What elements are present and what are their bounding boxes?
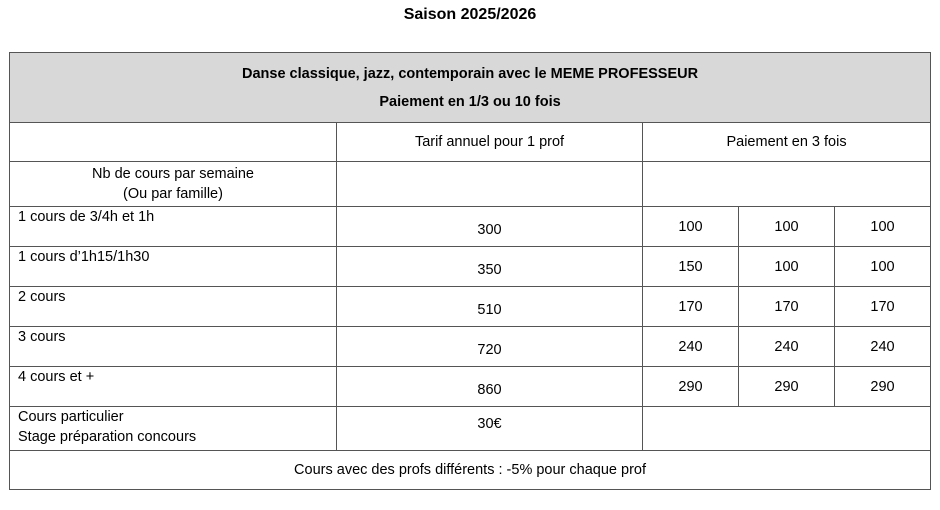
private-lesson-line-1: Cours particulier [18, 409, 124, 425]
annual-price: 720 [337, 327, 643, 367]
table-row [10, 287, 931, 327]
row-header-row [10, 162, 931, 207]
footer-row [10, 451, 931, 490]
payment-1: 100 [643, 207, 739, 247]
annual-price: 510 [337, 287, 643, 327]
payment-2: 170 [739, 287, 835, 327]
private-lesson-line-2: Stage préparation concours [18, 429, 197, 445]
page-title: Saison 2025/2026 [403, 6, 537, 23]
table-header-row [10, 53, 931, 123]
payment-3: 100 [835, 247, 931, 287]
courses-per-week-line-2: (Ou par famille) [123, 186, 223, 202]
annual-price-header: Tarif annuel pour 1 prof [337, 123, 643, 162]
empty-corner-cell [10, 123, 337, 162]
row-label: 1 cours de 3/4h et 1h [10, 207, 337, 247]
row-label: 2 cours [10, 287, 337, 327]
table-row [10, 327, 931, 367]
private-lesson-label [10, 407, 337, 451]
payment-3: 100 [835, 207, 931, 247]
payment-2: 100 [739, 247, 835, 287]
row-label: 4 cours et + [10, 367, 337, 407]
three-payments-header: Paiement en 3 fois [643, 123, 931, 162]
footer-note: Cours avec des profs différents : -5% pour chaque prof [10, 451, 931, 490]
pricing-table [9, 52, 931, 490]
courses-per-week-header [10, 162, 337, 207]
annual-price: 300 [337, 207, 643, 247]
payment-3: 240 [835, 327, 931, 367]
table-row [10, 207, 931, 247]
private-lesson-price: 30€ [337, 407, 643, 451]
column-header-row [10, 123, 931, 162]
payment-3: 290 [835, 367, 931, 407]
payment-1: 290 [643, 367, 739, 407]
payment-1: 240 [643, 327, 739, 367]
payment-2: 290 [739, 367, 835, 407]
empty-cell [643, 162, 931, 207]
row-label: 3 cours [10, 327, 337, 367]
header-line-1: Danse classique, jazz, contemporain avec le MEME PROFESSEUR [241, 65, 699, 82]
payment-1: 170 [643, 287, 739, 327]
row-label: 1 cours d’1h15/1h30 [10, 247, 337, 287]
table-header [10, 53, 931, 123]
payment-3: 170 [835, 287, 931, 327]
payment-1: 150 [643, 247, 739, 287]
private-lesson-row [10, 407, 931, 451]
annual-price: 860 [337, 367, 643, 407]
courses-per-week-line-1: Nb de cours par semaine [92, 166, 254, 182]
table-row [10, 367, 931, 407]
payment-2: 240 [739, 327, 835, 367]
header-line-2: Paiement en 1/3 ou 10 fois [379, 93, 561, 110]
empty-cell [643, 407, 931, 451]
payment-2: 100 [739, 207, 835, 247]
annual-price: 350 [337, 247, 643, 287]
empty-cell [337, 162, 643, 207]
table-row [10, 247, 931, 287]
